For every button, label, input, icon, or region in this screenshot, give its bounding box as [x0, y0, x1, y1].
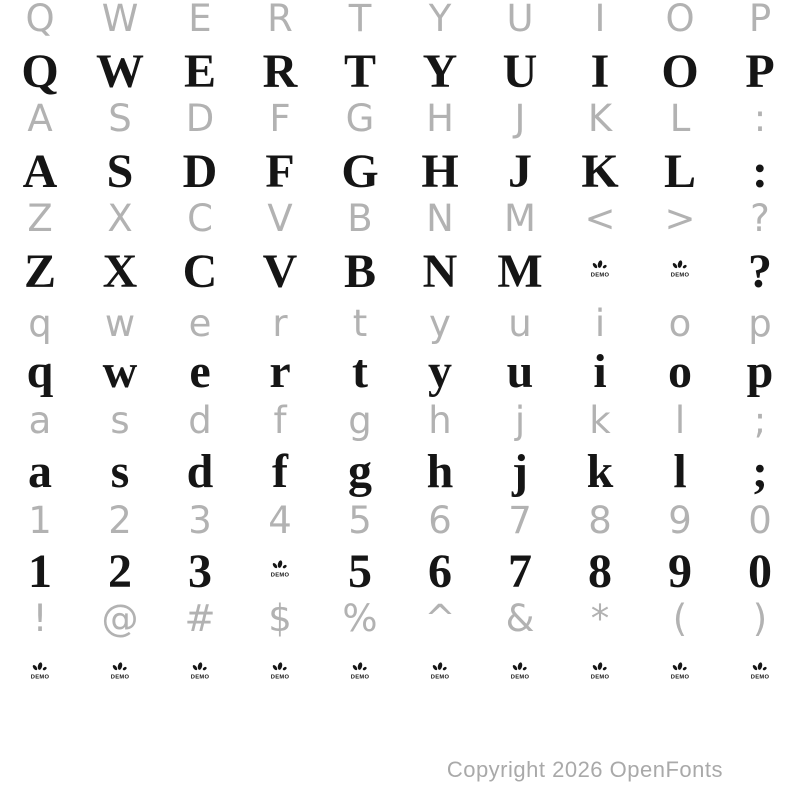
glyph-cell: s: [110, 399, 130, 442]
svg-text:DEMO: DEMO: [270, 674, 290, 681]
missing-glyph-demo: [320, 660, 400, 682]
missing-glyph-demo: [640, 660, 720, 682]
glyph-cell: W: [96, 45, 144, 98]
glyph-cell: k: [586, 445, 614, 498]
glyph-cell: K: [587, 97, 613, 140]
glyph-cell: $: [268, 597, 292, 640]
svg-text:DEMO: DEMO: [670, 674, 690, 681]
glyph-cell: 3: [188, 499, 212, 542]
glyph-cell: F: [269, 97, 291, 140]
glyph-cell: 0: [748, 545, 772, 598]
digits-row-reference: [0, 499, 800, 542]
glyph-cell: U: [506, 0, 534, 40]
glyph-cell: Q: [21, 45, 59, 98]
glyph-cell: J: [514, 97, 526, 140]
symbols-row-reference: [0, 597, 800, 640]
svg-text:DEMO: DEMO: [430, 674, 450, 681]
glyph-cell: I: [594, 0, 606, 40]
fleuron-icon: [268, 662, 292, 682]
glyph-cell: p: [748, 302, 772, 345]
uppercase-home-row-specimen: [0, 145, 800, 198]
glyph-cell: R: [267, 0, 293, 40]
glyph-cell: 1: [28, 499, 52, 542]
glyph-cell: r: [272, 302, 288, 345]
svg-text:DEMO: DEMO: [350, 674, 370, 681]
missing-glyphs-row: [0, 660, 800, 682]
glyph-cell: 1: [28, 545, 52, 598]
svg-text:DEMO: DEMO: [30, 674, 50, 681]
glyph-cell: g: [348, 399, 372, 442]
glyph-cell: B: [347, 197, 373, 240]
glyph-cell: 3: [188, 545, 212, 598]
fleuron-icon: [428, 662, 452, 682]
svg-text:DEMO: DEMO: [270, 572, 290, 579]
glyph-cell: g: [348, 445, 372, 498]
glyph-cell: A: [27, 97, 53, 140]
glyph-cell: Y: [422, 45, 458, 98]
glyph-cell: #: [184, 597, 216, 640]
lowercase-qwerty-row-reference: [0, 302, 800, 345]
glyph-cell: d: [188, 399, 212, 442]
missing-glyph-demo: [560, 660, 640, 682]
glyph-cell: P: [748, 0, 772, 40]
glyph-cell: 9: [668, 499, 692, 542]
glyph-cell: I: [590, 45, 610, 98]
glyph-cell: X: [107, 197, 133, 240]
glyph-cell: H: [421, 145, 459, 198]
fleuron-icon: [588, 662, 612, 682]
glyph-cell: S: [108, 97, 132, 140]
glyph-cell: 8: [588, 545, 612, 598]
fleuron-icon: [108, 662, 132, 682]
glyph-cell: ): [752, 597, 768, 640]
glyph-cell: Z: [27, 197, 53, 240]
glyph-cell: N: [426, 197, 454, 240]
fleuron-icon: [268, 560, 292, 580]
glyph-cell: r: [269, 345, 291, 398]
glyph-cell: D: [185, 97, 215, 140]
glyph-cell: O: [661, 45, 699, 98]
glyph-cell: q: [26, 345, 54, 398]
fleuron-icon: [508, 662, 532, 682]
missing-glyph-demo: [240, 548, 320, 596]
glyph-cell: ;: [753, 399, 767, 442]
uppercase-qwerty-row-specimen: [0, 45, 800, 98]
glyph-cell: H: [426, 97, 454, 140]
missing-glyph-demo: [400, 660, 480, 682]
glyph-cell: f: [273, 399, 287, 442]
svg-text:DEMO: DEMO: [670, 272, 690, 279]
glyph-cell: w: [102, 345, 138, 398]
glyph-cell: M: [504, 197, 536, 240]
glyph-cell: j: [512, 445, 528, 498]
glyph-cell: Z: [23, 245, 56, 298]
glyph-cell: X: [102, 245, 138, 298]
glyph-cell: V: [262, 245, 298, 298]
fleuron-icon: [348, 662, 372, 682]
glyph-cell: l: [673, 445, 687, 498]
glyph-cell: y: [428, 345, 452, 398]
glyph-cell: h: [428, 399, 452, 442]
fleuron-icon: [588, 260, 612, 280]
missing-glyph-demo: [480, 660, 560, 682]
glyph-cell: Q: [25, 0, 55, 40]
glyph-cell: 6: [428, 545, 452, 598]
missing-glyph-demo: [640, 248, 720, 296]
glyph-cell: :: [752, 145, 768, 198]
uppercase-home-row-reference: [0, 97, 800, 140]
glyph-cell: M: [497, 245, 543, 298]
glyph-cell: >: [664, 197, 696, 240]
glyph-cell: Y: [428, 0, 452, 40]
glyph-cell: C: [182, 245, 218, 298]
glyph-cell: f: [272, 445, 288, 498]
svg-text:DEMO: DEMO: [510, 674, 530, 681]
svg-text:DEMO: DEMO: [590, 272, 610, 279]
glyph-cell: i: [593, 345, 607, 398]
glyph-cell: p: [746, 345, 774, 398]
fleuron-icon: [188, 662, 212, 682]
missing-glyph-demo: [720, 660, 800, 682]
missing-glyph-demo: [160, 660, 240, 682]
glyph-cell: y: [429, 302, 451, 345]
glyph-cell: 0: [748, 499, 772, 542]
glyph-cell: e: [189, 345, 211, 398]
glyph-cell: N: [422, 245, 458, 298]
glyph-cell: J: [508, 145, 532, 198]
glyph-cell: !: [32, 597, 48, 640]
glyph-cell: F: [265, 145, 295, 198]
glyph-cell: 2: [108, 545, 132, 598]
glyph-cell: e: [188, 302, 212, 345]
glyph-cell: A: [22, 145, 58, 198]
glyph-cell: R: [262, 45, 298, 98]
glyph-cell: 7: [508, 545, 532, 598]
copyright-text: Copyright 2026 OpenFonts: [446, 757, 723, 782]
glyph-cell: *: [590, 597, 610, 640]
fleuron-icon: [668, 662, 692, 682]
glyph-cell: t: [352, 302, 368, 345]
glyph-cell: l: [674, 399, 686, 442]
glyph-cell: S: [106, 145, 134, 198]
glyph-cell: %: [342, 597, 378, 640]
glyph-cell: G: [341, 145, 379, 198]
missing-glyph-demo: [0, 660, 80, 682]
glyph-cell: a: [28, 445, 52, 498]
glyph-cell: a: [28, 399, 52, 442]
glyph-cell: D: [182, 145, 218, 198]
glyph-cell: o: [668, 302, 692, 345]
glyph-cell: k: [589, 399, 611, 442]
glyph-cell: L: [669, 97, 691, 140]
glyph-cell: E: [183, 45, 216, 98]
svg-text:DEMO: DEMO: [190, 674, 210, 681]
glyph-cell: 5: [348, 545, 372, 598]
glyph-cell: u: [508, 302, 532, 345]
glyph-cell: E: [188, 0, 212, 40]
glyph-cell: <: [584, 197, 616, 240]
fleuron-icon: [28, 662, 52, 682]
missing-glyph-demo: [240, 660, 320, 682]
glyph-cell: T: [348, 0, 372, 40]
glyph-cell: 6: [428, 499, 452, 542]
glyph-cell: V: [267, 197, 293, 240]
glyph-cell: (: [672, 597, 688, 640]
glyph-cell: W: [101, 0, 139, 40]
glyph-cell: P: [745, 45, 775, 98]
glyph-cell: q: [28, 302, 52, 345]
glyph-cell: i: [594, 302, 606, 345]
svg-text:DEMO: DEMO: [590, 674, 610, 681]
glyph-cell: B: [343, 245, 376, 298]
glyph-cell: 9: [668, 545, 692, 598]
glyph-cell: L: [663, 145, 696, 198]
glyph-cell: @: [101, 597, 139, 640]
glyph-cell: w: [104, 302, 136, 345]
glyph-cell: G: [345, 97, 375, 140]
svg-text:DEMO: DEMO: [750, 674, 770, 681]
glyph-cell: 8: [588, 499, 612, 542]
missing-glyph-demo: [560, 248, 640, 296]
digits-row-specimen: [0, 545, 800, 598]
glyph-cell: U: [502, 45, 538, 98]
glyph-cell: d: [186, 445, 214, 498]
glyph-cell: j: [514, 399, 526, 442]
glyph-cell: 2: [108, 499, 132, 542]
glyph-cell: 4: [268, 499, 292, 542]
glyph-cell: o: [668, 345, 692, 398]
lowercase-qwerty-row-specimen: [0, 345, 800, 398]
glyph-cell: T: [343, 45, 376, 98]
glyph-cell: ?: [748, 245, 772, 298]
glyph-cell: u: [506, 345, 534, 398]
fleuron-icon: [668, 260, 692, 280]
glyph-cell: ;: [752, 445, 768, 498]
glyph-cell: O: [665, 0, 695, 40]
glyph-cell: ^: [424, 597, 456, 640]
glyph-cell: ?: [750, 197, 770, 240]
svg-text:DEMO: DEMO: [110, 674, 130, 681]
uppercase-bottom-row-specimen: [0, 245, 800, 298]
lowercase-home-row-reference: [0, 399, 800, 442]
glyph-cell: C: [187, 197, 213, 240]
glyph-cell: &: [505, 597, 535, 640]
lowercase-home-row-specimen: [0, 445, 800, 498]
glyph-cell: s: [110, 445, 130, 498]
glyph-cell: t: [352, 345, 368, 398]
missing-glyph-demo: [80, 660, 160, 682]
uppercase-bottom-row-reference: [0, 197, 800, 240]
fleuron-icon: [748, 662, 772, 682]
glyph-cell: K: [581, 145, 619, 198]
glyph-cell: h: [426, 445, 454, 498]
glyph-cell: 7: [508, 499, 532, 542]
glyph-cell: :: [753, 97, 767, 140]
glyph-cell: 5: [348, 499, 372, 542]
uppercase-qwerty-row-reference: [0, 0, 800, 40]
